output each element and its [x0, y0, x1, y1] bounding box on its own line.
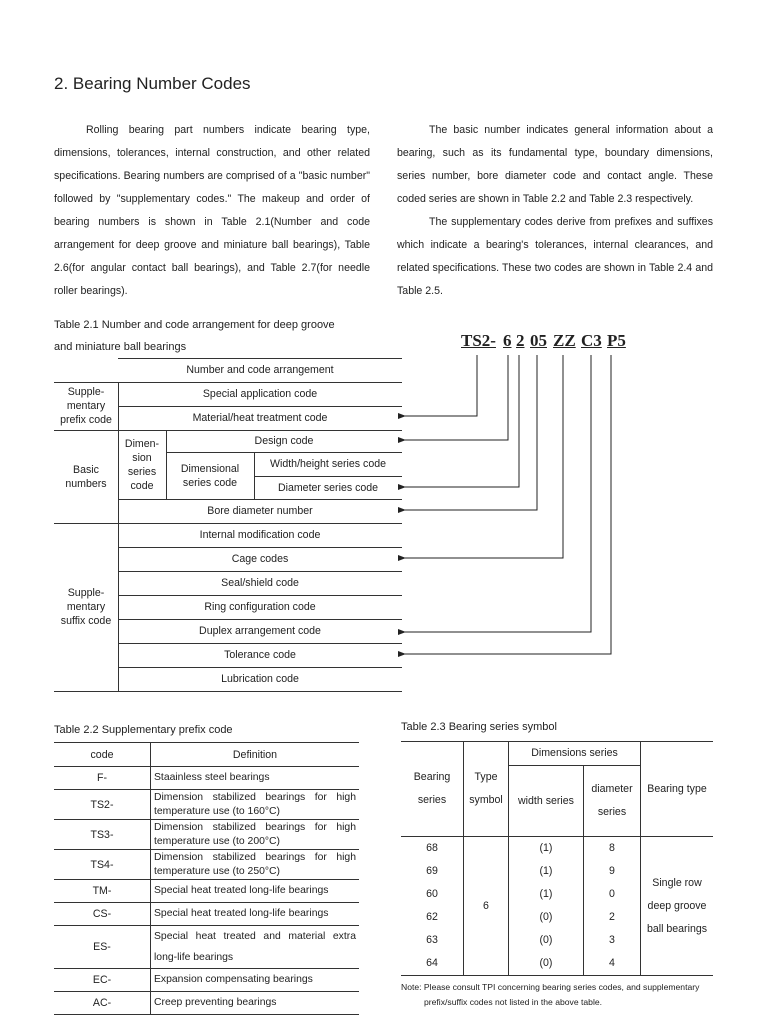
row-special-application: Special application code	[202, 388, 318, 400]
table-row: TS3- Dimension stabilized bearings for high temperature use (to 200°C)	[54, 820, 359, 850]
dimension-series-label: Dimen- sion series code	[124, 437, 160, 492]
arrow-diameter	[405, 355, 519, 487]
table-row	[54, 743, 359, 767]
table-row: TM- Special heat treated long-life bearings	[54, 880, 359, 903]
row-seal: Seal/shield code	[221, 577, 299, 589]
row-ring: Ring configuration code	[204, 601, 316, 613]
dimensional-series-label: Dimensional series code	[180, 462, 240, 489]
table-row: 68 6 (1) 8 Single row deep groove ball bearings	[401, 837, 713, 861]
code-part-seal: ZZ	[553, 331, 576, 350]
table21-header: Number and code arrangement	[186, 364, 334, 376]
code-part-type: 6	[503, 331, 512, 350]
arrow-prefix	[405, 355, 477, 416]
table-row: EC- Expansion compensating bearings	[54, 969, 359, 992]
row-diameter: Diameter series code	[277, 481, 379, 494]
row-tolerance: Tolerance code	[224, 649, 296, 661]
row-width-height: Width/height series code	[269, 458, 386, 470]
table-row: F- Staainless steel bearings	[54, 767, 359, 790]
supplementary-paragraph: The supplementary codes derive from prefixes and suffixes which indicate a bearing's tolerances, internal clearances, and related specifications. These two codes are shown in Table 2.4 and Table 2.5.	[397, 216, 713, 297]
row-lubrication: Lubrication code	[221, 673, 299, 685]
header-code: code	[54, 743, 151, 767]
table22-caption: Table 2.2 Supplementary prefix code	[54, 724, 233, 736]
header-dimensions-series: Dimensions series	[509, 742, 641, 766]
table22	[54, 742, 359, 1015]
table-row: ES- Special heat treated and material extra long-life bearings	[54, 926, 359, 969]
arrow-cage	[405, 355, 563, 558]
table-row: CS- Special heat treated long-life bearings	[54, 903, 359, 926]
arrow-design	[405, 355, 508, 440]
row-bore: Bore diameter number	[207, 505, 313, 517]
table23-note: Note: Please consult TPI concerning bearing series codes, and supplementary prefix/suffix codes not listed in the above table.	[401, 982, 700, 1007]
basic-group-label: Basic numbers	[65, 463, 107, 490]
table-row: AC- Creep preventing bearings	[54, 992, 359, 1015]
row-cage: Cage codes	[231, 553, 289, 565]
code-part-series: 2	[516, 331, 525, 350]
code-part-bore: 05	[530, 331, 547, 350]
suffix-group-label: Supple- mentary suffix code	[60, 587, 112, 627]
header-bearing-type: Bearing type	[641, 742, 714, 837]
table-row: TS4- Dimension stabilized bearings for high temperature use (to 250°C)	[54, 850, 359, 880]
row-duplex: Duplex arrangement code	[199, 625, 321, 637]
type-symbol-value: 6	[464, 837, 509, 976]
table21	[54, 358, 402, 692]
header-diameter-series: diameter series	[584, 766, 641, 837]
intro-left-column	[54, 119, 370, 303]
arrow-duplex	[405, 355, 591, 632]
row-design: Design code	[254, 435, 314, 447]
table-row: 64 (0) 4	[401, 952, 713, 976]
prefix-group-label: Supple- mentary prefix code	[60, 386, 112, 426]
header-width-series: width series	[509, 766, 584, 837]
code-part-clearance: C3	[581, 331, 602, 350]
table-row	[401, 742, 713, 766]
arrow-tolerance	[405, 355, 611, 654]
page-heading: 2. Bearing Number Codes	[54, 74, 251, 93]
bearing-type-value: Single row deep groove ball bearings	[641, 837, 714, 976]
table-row: 62 (0) 2	[401, 906, 713, 929]
header-bearing-series: Bearing series	[401, 742, 464, 837]
table-row: 63 (0) 3	[401, 929, 713, 952]
table23	[401, 741, 713, 976]
arrow-bore	[405, 355, 537, 510]
table-row: TS2- Dimension stabilized bearings for high temperature use (to 160°C)	[54, 790, 359, 820]
code-part-tolerance: P5	[607, 331, 626, 350]
table-row: 69 (1) 9	[401, 860, 713, 883]
header-definition: Definition	[151, 743, 360, 767]
intro-paragraph: Rolling bearing part numbers indicate bearing type, dimensions, tolerances, internal construction, and other related specifications. Bearing numbers are comprised of a "basic number" followed by "supplementary codes." The makeup and order of bearing numbers is shown in Table 2.1(Number and code arrangement for deep groove and miniature ball bearings), Table 2.6(for angular contact ball bearings), and Table 2.7(for needle roller bearings).	[54, 124, 370, 297]
header-type-symbol: Type symbol	[464, 742, 509, 837]
table21-caption: Table 2.1 Number and code arrangement for deep groove and miniature ball bearings	[54, 319, 335, 353]
basic-number-paragraph: The basic number indicates general information about a bearing, such as its fundamental type, boundary dimensions, series number, bore diameter code and contact angle. These coded series are shown in Table 2.2 and Table 2.3 respectively.	[397, 124, 713, 205]
code-part-prefix: TS2-	[461, 331, 496, 350]
row-material-heat: Material/heat treatment code	[192, 412, 328, 424]
table-row: 60 (1) 0	[401, 883, 713, 906]
table23-caption: Table 2.3 Bearing series symbol	[401, 721, 557, 733]
intro-right-column	[397, 119, 713, 303]
row-internal-mod: Internal modification code	[199, 529, 321, 541]
